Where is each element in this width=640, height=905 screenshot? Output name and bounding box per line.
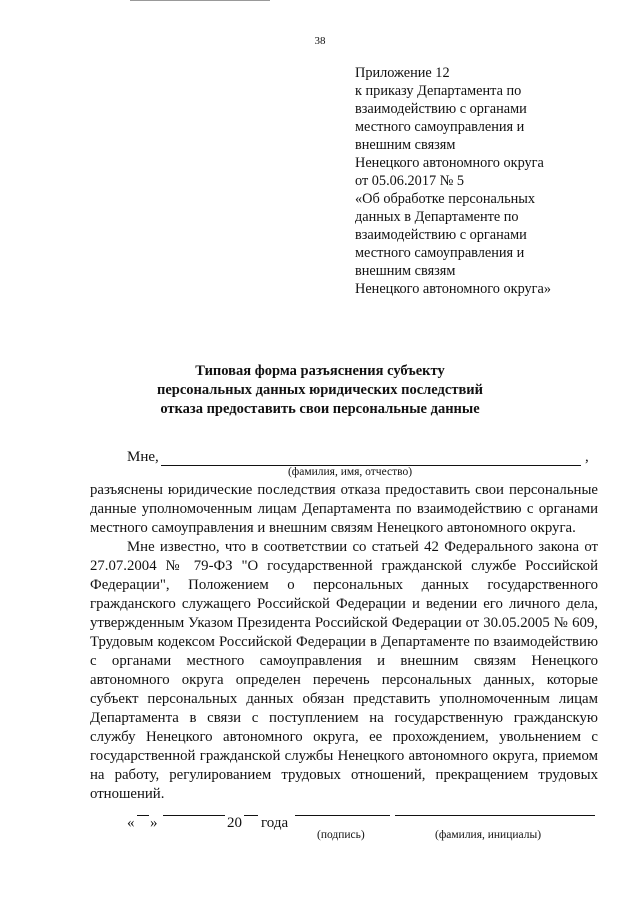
appendix-line: «Об обработке персональных [355, 191, 536, 207]
appendix-line: взаимодействию с органами [355, 101, 527, 117]
appendix-line: взаимодействию с органами [355, 227, 527, 243]
signature-blank[interactable] [295, 815, 390, 816]
paragraph-legal-basis: Мне известно, что в соответствии со статьей 42 Федерального закона от 27.07.2004 № 79-ФЗ "О государственной гражданской службе Российской Федерации", Положением о персональных данных государственного гражданского служащего Российской Федерации и ведении его личного дела, утвержденным Указом Президента Российской Федерации от 30.05.2005 № 609, Трудовым кодексом Российской Федерации в Департаменте по взаимодействию с органами местного самоуправления и внешним связям Ненецкого автономного округа определен перечень персональных данных, которые субъект персональных данных обязан представить уполномоченным лицам Департамента в связи с поступлением на государственную гражданскую службу Ненецкого автономного округа, ее прохождением, увольнением с государственной гражданской службы Ненецкого автономного округа, приемом на работу, регулированием трудовых отношений, прекращением трудовых отношений. [90, 539, 598, 802]
paragraph-consequences: разъяснены юридические последствия отказа предоставить свои персональные данные уполномоченным лицам Департамента по взаимодействию с органами местного самоуправления и внешним связям Ненецкого автономного округа. [90, 482, 598, 536]
title-line: отказа предоставить свои персональные данные [160, 401, 480, 417]
page-number: 38 [314, 35, 326, 47]
appendix-line: местного самоуправления и [355, 245, 525, 261]
title-line: Типовая форма разъяснения субъекту [195, 363, 445, 379]
body-text [90, 481, 598, 804]
signature-caption: (подпись) [317, 829, 365, 841]
appendix-line: от 05.06.2017 № 5 [355, 173, 465, 189]
name-blank[interactable] [395, 815, 595, 816]
appendix-line: данных в Департаменте по [355, 209, 519, 225]
form-title [90, 362, 550, 419]
month-blank[interactable] [163, 815, 225, 816]
fio-caption: (фамилия, имя, отчество) [287, 466, 413, 478]
year-prefix: 20 [227, 815, 242, 831]
close-quote: » [150, 815, 158, 831]
appendix-block [355, 64, 610, 298]
appendix-line: к приказу Департамента по [355, 83, 522, 99]
appendix-line: Приложение 12 [355, 65, 450, 81]
top-edge-line [130, 0, 270, 1]
year-suffix: года [261, 815, 289, 831]
year-blank[interactable] [244, 815, 258, 816]
mne-label: Мне, [127, 449, 159, 465]
appendix-line: местного самоуправления и [355, 119, 525, 135]
fio-comma: , [585, 449, 589, 465]
day-blank[interactable] [137, 815, 149, 816]
name-caption: (фамилия, инициалы) [435, 829, 542, 841]
appendix-line: Ненецкого автономного округа [355, 155, 544, 171]
appendix-line: Ненецкого автономного округа» [355, 281, 552, 297]
open-quote: « [127, 815, 135, 831]
appendix-line: внешним связям [355, 137, 456, 153]
appendix-line: внешним связям [355, 263, 456, 279]
title-line: персональных данных юридических последствий [157, 382, 483, 398]
